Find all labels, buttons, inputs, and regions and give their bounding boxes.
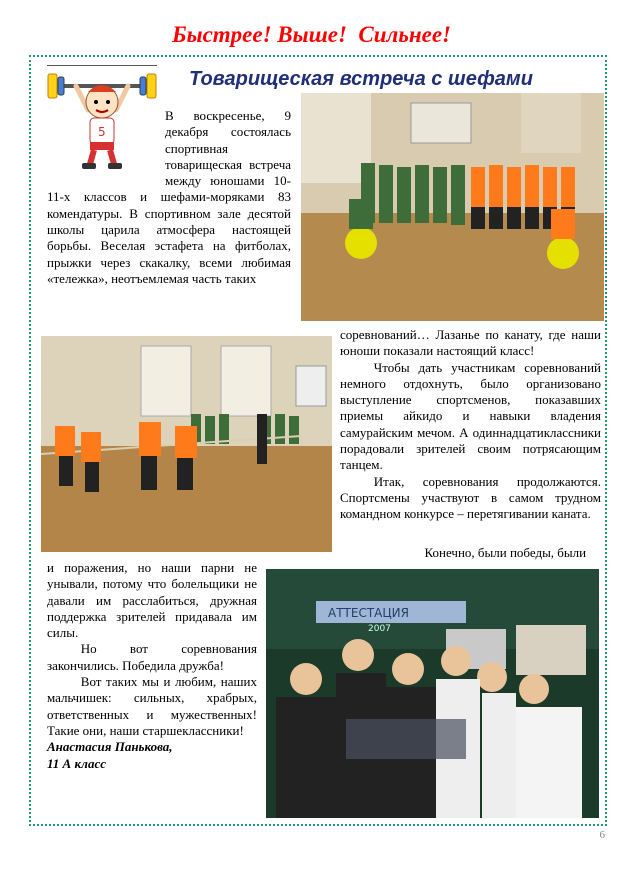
article-title: Товарищеская встреча с шефами	[189, 68, 533, 90]
photo-group-boys	[266, 569, 599, 818]
svg-text:5: 5	[98, 125, 106, 139]
banner-text: АТТЕСТАЦИЯ	[328, 606, 409, 620]
page-title: Быстрее! Выше! Сильнее!	[172, 22, 451, 47]
article-column-left-bottom	[47, 560, 257, 772]
banner-year: 2007	[368, 624, 391, 634]
article-paragraph-1-cont: соревнований… Лазанье по канату, где наши юноши показали настоящий класс!	[340, 327, 601, 359]
article-paragraph-1: В воскресенье, 9 декабря состоялась спортивная товарищеская встреча между юношами 10-11-х классов и шефами-моряками 83 комендатуры. В спортивном зале десятой школы царила атмосфера настоящей борьбы. Веселая эстафета на фитболах, прыжки через скакалку, всеми любимая «тележка», неотъемлемая часть таких	[47, 108, 291, 286]
page-number: 6	[599, 829, 605, 841]
article-paragraph-2: Чтобы дать участникам соревнований немного отдохнуть, было организовано выступление спортсменов, показавших приемы айкидо и навыки владения самурайским мечом. А одиннадцатиклассники порадовали зрителей своим потрясающим танцем.	[340, 359, 601, 473]
article-paragraph-4-start: Конечно, были победы, были	[424, 545, 587, 560]
article-column-right	[340, 327, 601, 523]
photo-tug-of-war	[41, 336, 332, 552]
article-paragraph-4: и поражения, но наши парни не унывали, потому что болельщики не давали им расслабиться, дружная поддержка зрителей придавала им силы.	[47, 560, 257, 641]
article-paragraph-3: Итак, соревнования продолжаются. Спортсмены участвуют в самом трудном командном конкурсе – перетягивании каната.	[340, 473, 601, 522]
photo-fitball-relay	[301, 93, 604, 321]
article-paragraph-6: Вот таких мы и любим, наших мальчишек: сильных, храбрых, ответственных и мужественных! Такие они, наши старшеклассники!	[47, 674, 257, 738]
mascot-wrap-spacer	[47, 108, 165, 174]
article-author-class: 11 А класс	[47, 755, 107, 771]
divider-line	[47, 65, 157, 66]
article-paragraph-5: Но вот соревнования закончились. Победила дружба!	[47, 641, 257, 673]
article-author: Анастасия Панькова,	[47, 739, 173, 755]
